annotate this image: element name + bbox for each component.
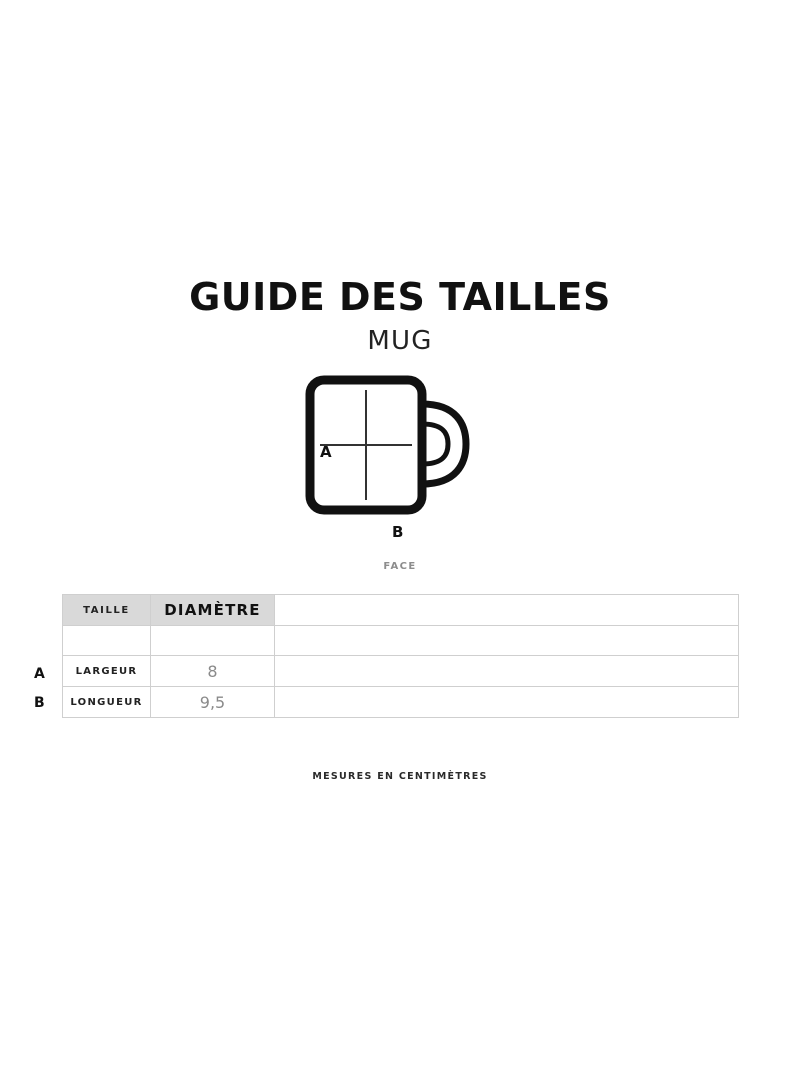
spacer-cell-3 xyxy=(275,626,739,656)
footnote: MESURES EN CENTIMÈTRES xyxy=(312,771,488,782)
diagram-caption: FACE xyxy=(383,561,417,572)
page-title: GUIDE DES TAILLES xyxy=(189,275,611,319)
title-block xyxy=(0,275,800,356)
diagram-label-a: A xyxy=(320,443,332,461)
size-table xyxy=(62,594,739,718)
header-taille: TAILLE xyxy=(63,595,151,626)
diagram-label-b: B xyxy=(392,523,404,541)
mug-diagram xyxy=(0,368,800,578)
row-blank-longueur xyxy=(275,687,739,718)
row-label-longueur: LONGUEUR xyxy=(63,687,151,718)
page-subtitle: MUG xyxy=(367,325,433,356)
header-diametre: DIAMÈTRE xyxy=(151,595,275,626)
row-letter-b: B xyxy=(34,695,45,711)
row-label-largeur: LARGEUR xyxy=(63,656,151,687)
row-value-longueur: 9,5 xyxy=(151,687,275,718)
size-table-wrapper xyxy=(62,594,738,718)
header-blank xyxy=(275,595,739,626)
row-letter-a: A xyxy=(34,666,45,682)
spacer-cell-1 xyxy=(63,626,151,656)
spacer-cell-2 xyxy=(151,626,275,656)
table-header-row xyxy=(63,595,739,626)
row-value-largeur: 8 xyxy=(151,656,275,687)
row-blank-largeur xyxy=(275,656,739,687)
table-spacer-row xyxy=(63,626,739,656)
table-row xyxy=(63,687,739,718)
table-row xyxy=(63,656,739,687)
mug-outline-icon xyxy=(280,368,520,538)
